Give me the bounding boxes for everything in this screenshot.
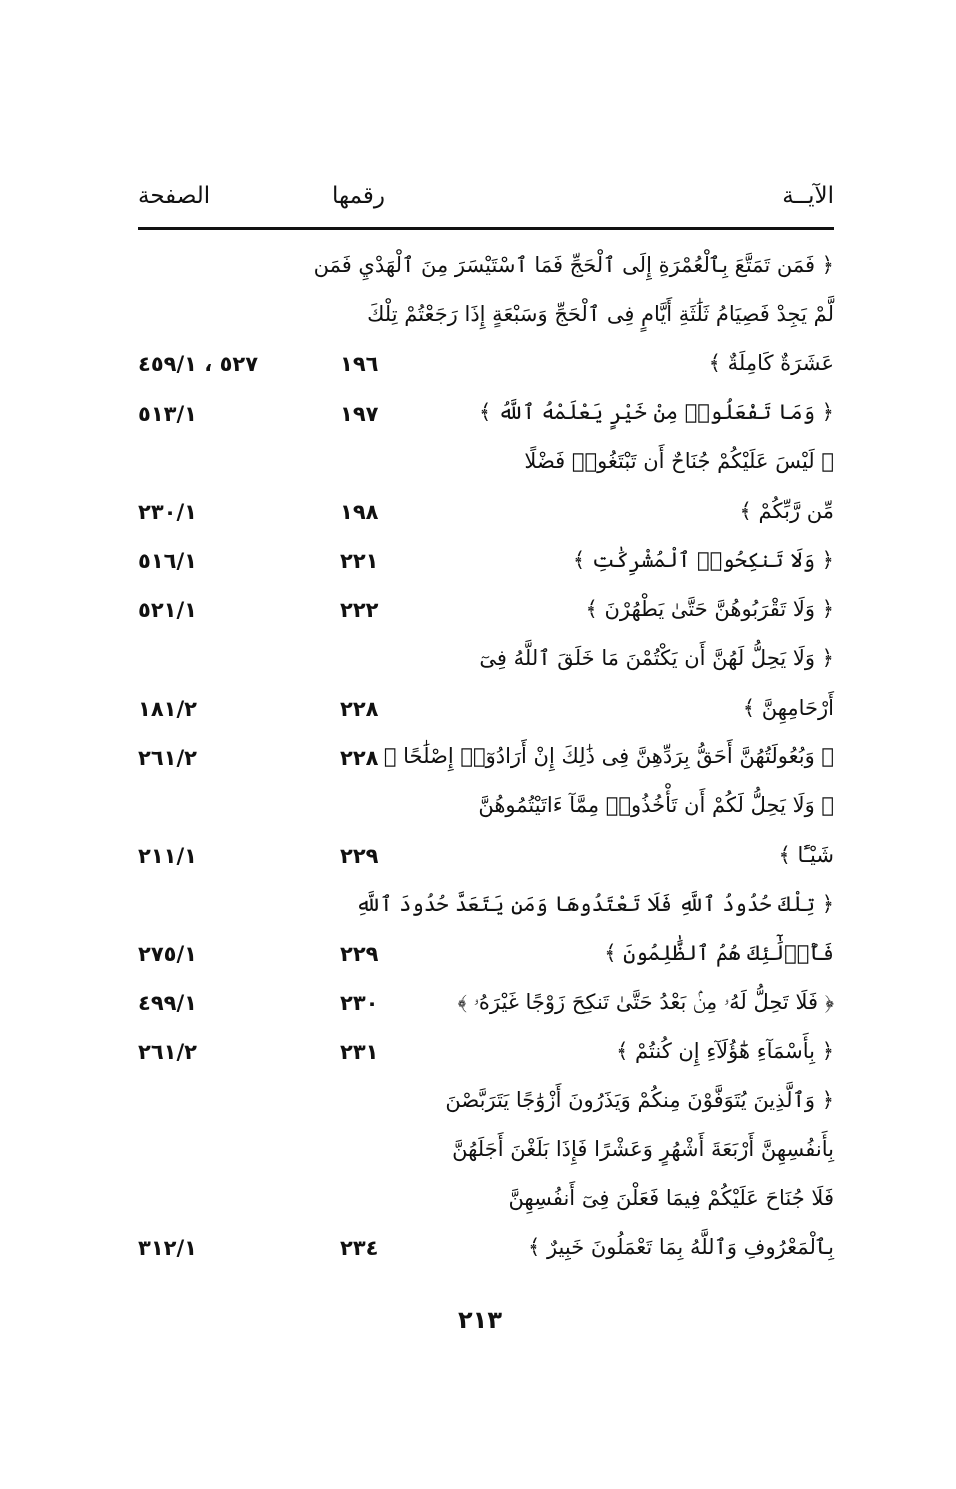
ayah-number: ١٩٧ <box>340 402 379 426</box>
header-rule <box>138 227 834 230</box>
page-reference: ٢١١/١ <box>138 844 197 868</box>
ayah-text-line: فَلَا جُنَاحَ عَلَيْكُمْ فِيمَا فَعَلْنَ فِىٓ أَنفُسِهِنَّ <box>508 1186 834 1210</box>
page-number: ٢١٣ <box>458 1306 502 1334</box>
ayah-number: ٢٢٩ <box>340 844 379 868</box>
ayah-text-line: بِأَنفُسِهِنَّ أَرْبَعَةَ أَشْهُرٍ وَعَشْرًا فَإِذَا بَلَغْنَ أَجَلَهُنَّ <box>452 1137 834 1161</box>
ayah-number: ٢٣٤ <box>340 1236 379 1260</box>
ayah-text-line: ﴿ وَلَا تَنكِحُوا۟ ٱلْمُشْرِكَٰتِ ﴾ <box>572 548 834 572</box>
ayah-text-line: ﴿ وَلَا يَحِلُّ لَهُنَّ أَن يَكْتُمْنَ مَا خَلَقَ ٱللَّهُ فِىٓ <box>479 646 834 670</box>
ayah-number: ٢٢١ <box>340 549 379 573</box>
ayah-text-line: ﴿ فَمَن تَمَتَّعَ بِٱلْعُمْرَةِ إِلَى ٱلْحَجِّ فَمَا ٱسْتَيْسَرَ مِنَ ٱلْهَدْيِ فَمَن <box>313 253 834 277</box>
ayah-text-line: ﴿ فَلَا تَحِلُّ لَهُۥ مِنۢ بَعْدُ حَتَّىٰ تَنكِحَ زَوْجًا غَيْرَهُۥ ﴾ <box>457 990 834 1014</box>
page-reference: ١٨١/٢ <box>138 697 197 721</box>
ayah-number: ٢٣٠ <box>340 991 379 1015</box>
ayah-text-line: ﴿ بِأَسْمَآءِ هَٰٓؤُلَآءِ إِن كُنتُمْ ﴾ <box>616 1039 834 1063</box>
ayah-number: ٢٢٢ <box>340 598 379 622</box>
ayah-number: ٢٢٨ <box>340 746 379 770</box>
column-header-number: رقمها <box>332 183 386 209</box>
ayah-text-line: ﴿ وَٱلَّذِينَ يُتَوَفَّوْنَ مِنكُمْ وَيَذَرُونَ أَزْوَٰجًا يَتَرَبَّصْنَ <box>445 1088 834 1112</box>
page-reference: ٢٦١/٢ <box>138 746 197 770</box>
ayah-text-line: شَيْـًٔا ﴾ <box>778 843 834 867</box>
ayah-number: ٢٢٨ <box>340 697 379 721</box>
page-reference: ٢٣٠/١ <box>138 500 197 524</box>
column-header-page: الصفحة <box>138 183 211 209</box>
ayah-text-line: فَأُو۟لَٰٓئِكَ هُمُ ٱلظَّٰلِمُونَ ﴾ <box>604 941 834 965</box>
ayah-text-line: ﴿ تِلْكَ حُدُودُ ٱللَّهِ فَلَا تَعْتَدُوهَا وَمَن يَتَعَدَّ حُدُودَ ٱللَّهِ <box>355 892 834 916</box>
column-header-ayah: الآيــة <box>782 183 834 209</box>
ayah-text-line: أَرْحَامِهِنَّ ﴾ <box>742 696 834 720</box>
page-reference: ٢٧٥/١ <box>138 942 197 966</box>
page-reference: ٤٩٩/١ <box>138 991 197 1015</box>
page-reference: ٥١٦/١ <box>138 549 197 573</box>
page-reference: ٥٢١/١ <box>138 598 197 622</box>
ayah-number: ٢٣١ <box>340 1040 379 1064</box>
ayah-text-line: ﴿ لَيْسَ عَلَيْكُمْ جُنَاحٌ أَن تَبْتَغُوا۟ فَضْلًا <box>524 449 834 473</box>
ayah-text-line: لَّمْ يَجِدْ فَصِيَامُ ثَلَٰثَةِ أَيَّامٍ فِى ٱلْحَجِّ وَسَبْعَةٍ إِذَا رَجَعْتُمْ تِلْكَ <box>367 302 834 326</box>
ayah-number: ١٩٨ <box>340 500 379 524</box>
page-reference: ٣١٢/١ <box>138 1236 197 1260</box>
ayah-text-line: ﴿ وَبُعُولَتُهُنَّ أَحَقُّ بِرَدِّهِنَّ فِى ذَٰلِكَ إِنْ أَرَادُوٓا۟ إِصْلَٰحًا ﴾ <box>383 744 834 768</box>
ayah-number: ١٩٦ <box>340 352 379 376</box>
ayah-text-line: ﴿ وَلَا تَقْرَبُوهُنَّ حَتَّىٰ يَطْهُرْنَ ﴾ <box>585 597 834 621</box>
page-reference: ٢٦١/٢ <box>138 1040 197 1064</box>
ayah-text-line: بِٱلْمَعْرُوفِ وَٱللَّهُ بِمَا تَعْمَلُونَ خَبِيرٌ ﴾ <box>527 1235 834 1259</box>
ayah-text-line: عَشَرَةٌ كَامِلَةٌ ﴾ <box>708 351 834 375</box>
ayah-text-line: مِّن رَّبِّكُمْ ﴾ <box>739 499 834 523</box>
page-reference: ٥٢٧ ، ٤٥٩/١ <box>138 352 259 376</box>
ayah-number: ٢٢٩ <box>340 942 379 966</box>
ayah-text-line: ﴿ وَلَا يَحِلُّ لَكُمْ أَن تَأْخُذُوا۟ مِمَّآ ءَاتَيْتُمُوهُنَّ <box>478 793 834 817</box>
page-reference: ٥١٣/١ <box>138 402 197 426</box>
ayah-text-line: ﴿ وَمَا تَفْعَلُوا۟ مِنْ خَيْرٍ يَعْلَمْهُ ٱللَّهُ ﴾ <box>479 400 834 424</box>
